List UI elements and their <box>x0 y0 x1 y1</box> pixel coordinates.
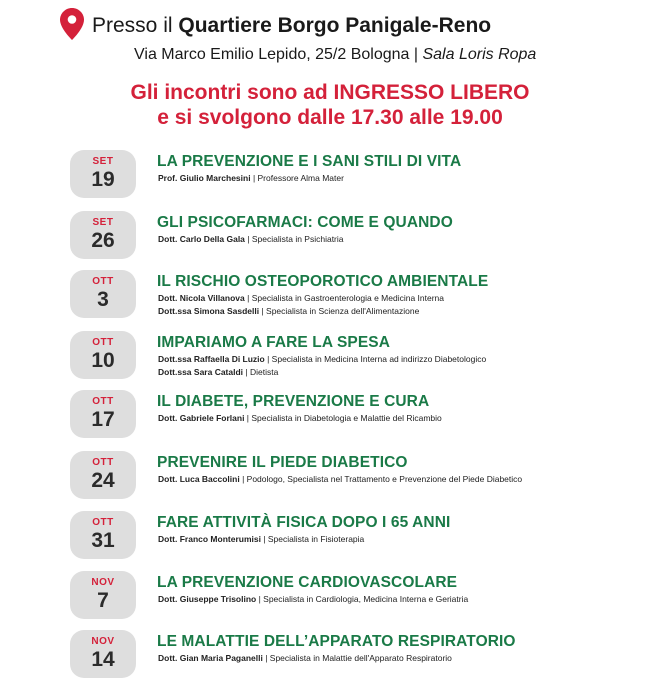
speaker-list <box>158 473 538 486</box>
event-row <box>0 150 660 206</box>
speaker-name: Dott. Gian Maria Paganelli <box>158 653 263 663</box>
speaker-list <box>158 353 538 379</box>
event-row <box>0 511 660 567</box>
venue-title <box>92 14 491 38</box>
speaker-list <box>158 652 538 665</box>
speaker-line <box>158 292 538 305</box>
speaker-line <box>158 353 538 366</box>
date-month: OTT <box>92 337 114 348</box>
date-month: NOV <box>91 577 115 588</box>
speaker-name: Dott. Giuseppe Trisolino <box>158 594 257 604</box>
map-pin-icon <box>60 8 84 40</box>
speaker-role: | Specialista in Scienza dell'Alimentazione <box>259 306 420 316</box>
speaker-role: | Dietista <box>243 367 279 377</box>
date-badge <box>70 331 136 379</box>
speaker-role: | Specialista in Fisioterapia <box>260 534 365 544</box>
date-day: 24 <box>91 469 115 492</box>
date-badge <box>70 211 136 259</box>
speaker-line <box>158 652 538 665</box>
date-badge <box>70 511 136 559</box>
speaker-name: Dott. Gabriele Forlani <box>158 413 245 423</box>
speaker-name: Dott.ssa Sara Cataldi <box>158 367 244 377</box>
speaker-line <box>158 412 538 425</box>
event-row <box>0 451 660 507</box>
speaker-role: | Specialista in Gastroenterologia e Medicina Interna <box>244 293 445 303</box>
speaker-name: Dott. Carlo Della Gala <box>158 234 245 244</box>
room-name: Sala Loris Ropa <box>422 46 537 63</box>
event-title: LA PREVENZIONE E I SANI STILI DI VITA <box>157 153 462 170</box>
date-month: OTT <box>92 517 114 528</box>
speaker-line <box>158 593 538 606</box>
date-badge <box>70 270 136 318</box>
date-day: 17 <box>91 408 115 431</box>
date-month: NOV <box>91 636 115 647</box>
speaker-line <box>158 533 538 546</box>
event-row <box>0 571 660 627</box>
date-day: 3 <box>97 288 109 311</box>
venue-prefix: Presso il <box>92 14 173 37</box>
date-badge <box>70 571 136 619</box>
entry-notice <box>0 80 660 130</box>
event-row <box>0 270 660 326</box>
event-title: LE MALATTIE DELL’APPARATO RESPIRATORIO <box>157 633 516 650</box>
date-badge <box>70 390 136 438</box>
date-month: OTT <box>92 276 114 287</box>
venue-name: Quartiere Borgo Panigale-Reno <box>178 14 492 37</box>
date-month: SET <box>92 156 114 167</box>
speaker-name: Dott. Nicola Villanova <box>158 293 245 303</box>
notice-line-1: Gli incontri sono ad INGRESSO LIBERO <box>130 81 530 104</box>
speaker-name: Dott. Luca Baccolini <box>158 474 240 484</box>
event-title: GLI PSICOFARMACI: COME E QUANDO <box>157 214 453 231</box>
speaker-list <box>158 412 538 425</box>
date-month: SET <box>92 217 114 228</box>
event-row <box>0 630 660 686</box>
date-badge <box>70 630 136 678</box>
event-row <box>0 331 660 387</box>
speaker-name: Prof. Giulio Marchesini <box>158 173 251 183</box>
event-title: IMPARIAMO A FARE LA SPESA <box>157 334 391 351</box>
date-day: 26 <box>91 229 115 252</box>
speaker-name: Dott.ssa Raffaella Di Luzio <box>158 354 265 364</box>
speaker-role: | Podologo, Specialista nel Trattamento e Prevenzione del Piede Diabetico <box>239 474 523 484</box>
date-day: 7 <box>97 589 109 612</box>
date-badge <box>70 150 136 198</box>
speaker-name: Dott. Franco Monterumisi <box>158 534 261 544</box>
speaker-role: | Specialista in Cardiologia, Medicina Interna e Geriatria <box>256 594 469 604</box>
speaker-list <box>158 292 538 318</box>
venue-address <box>134 46 536 64</box>
event-title: IL RISCHIO OSTEOPOROTICO AMBIENTALE <box>157 273 489 290</box>
event-title: IL DIABETE, PREVENZIONE E CURA <box>157 393 430 410</box>
speaker-line <box>158 305 538 318</box>
address-text: Via Marco Emilio Lepido, 25/2 Bologna | <box>134 46 419 63</box>
speaker-line <box>158 233 538 246</box>
event-title: PREVENIRE IL PIEDE DIABETICO <box>157 454 408 471</box>
speaker-list <box>158 593 538 606</box>
speaker-line <box>158 172 538 185</box>
date-day: 10 <box>91 349 115 372</box>
speaker-line <box>158 473 538 486</box>
date-badge <box>70 451 136 499</box>
speaker-role: | Specialista in Psichiatria <box>244 234 344 244</box>
event-row <box>0 390 660 446</box>
date-day: 19 <box>91 168 115 191</box>
speaker-role: | Specialista in Diabetologia e Malattie del Ricambio <box>244 413 442 423</box>
date-day: 14 <box>91 648 115 671</box>
date-day: 31 <box>91 529 115 552</box>
speaker-role: | Specialista in Medicina Interna ad indirizzo Diabetologico <box>264 354 487 364</box>
speaker-list <box>158 172 538 185</box>
speaker-list <box>158 233 538 246</box>
speaker-name: Dott.ssa Simona Sasdelli <box>158 306 260 316</box>
event-title: FARE ATTIVITÀ FISICA DOPO I 65 ANNI <box>157 514 451 531</box>
event-title: LA PREVENZIONE CARDIOVASCOLARE <box>157 574 458 591</box>
date-month: OTT <box>92 396 114 407</box>
speaker-role: | Specialista in Malattie dell'Apparato Respiratorio <box>262 653 452 663</box>
speaker-role: | Professore Alma Mater <box>250 173 344 183</box>
event-row <box>0 211 660 267</box>
speaker-line <box>158 366 538 379</box>
speaker-list <box>158 533 538 546</box>
notice-line-2: e si svolgono dalle 17.30 alle 19.00 <box>157 106 503 129</box>
date-month: OTT <box>92 457 114 468</box>
